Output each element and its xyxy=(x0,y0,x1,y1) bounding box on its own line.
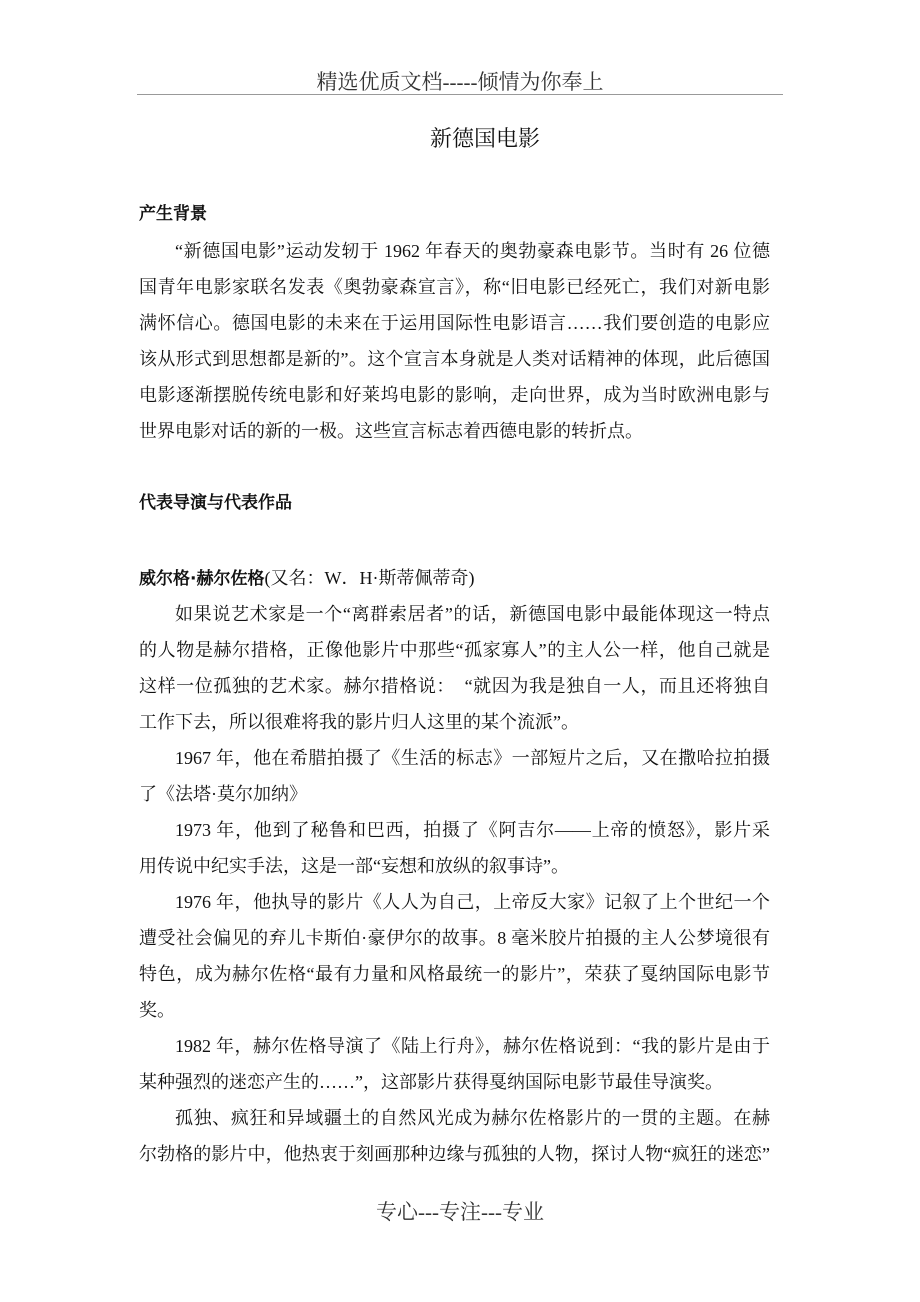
paragraph-line: 该从形式到思想都是新的”。这个宣言本身就是人类对话精神的体现，此后德国 xyxy=(139,349,770,369)
paragraph-line: 了《法塔·莫尔加纳》 xyxy=(139,784,307,804)
header-rule xyxy=(137,94,783,95)
paragraph-line: 的人物是赫尔措格，正像他影片中那些“孤家寡人”的主人公一样，他自己就是 xyxy=(139,640,770,660)
paragraph-line: 奖。 xyxy=(139,1000,175,1020)
section-heading: 代表导演与代表作品 xyxy=(139,493,292,513)
paragraph-line: 某种强烈的迷恋产生的……”，这部影片获得戛纳国际电影节最佳导演奖。 xyxy=(139,1072,723,1092)
page-footer: 专心---专注---专业 xyxy=(376,1200,544,1224)
director-alias: (又名：W．H·斯蒂佩蒂奇) xyxy=(264,568,475,588)
paragraph-line: 特色，成为赫尔佐格“最有力量和风格最统一的影片”，荣获了戛纳国际电影节 xyxy=(139,964,770,984)
paragraph-line: 1973 年，他到了秘鲁和巴西，拍摄了《阿吉尔——上帝的愤怒》，影片采 xyxy=(175,820,770,840)
paragraph-line: 1967 年，他在希腊拍摄了《生活的标志》一部短片之后，又在撒哈拉拍摄 xyxy=(175,748,770,768)
section-heading: 产生背景 xyxy=(139,204,207,224)
paragraph-line: 这样一位孤独的艺术家。赫尔措格说： “就因为我是独自一人，而且还将独自 xyxy=(139,676,770,696)
document-title: 新德国电影 xyxy=(429,126,540,151)
paragraph-line: 电影逐渐摆脱传统电影和好莱坞电影的影响，走向世界，成为当时欧洲电影与 xyxy=(139,385,770,405)
paragraph-line: 遭受社会偏见的弃儿卡斯伯·豪伊尔的故事。8 毫米胶片拍摄的主人公梦境很有 xyxy=(139,928,770,948)
director-name: 威尔格·赫尔佐格 xyxy=(139,569,265,589)
page-header: 精选优质文档-----倾情为你奉上 xyxy=(316,70,604,94)
paragraph-line: 满怀信心。德国电影的未来在于运用国际性电影语言……我们要创造的电影应 xyxy=(139,313,770,333)
paragraph-line: 工作下去，所以很难将我的影片归人这里的某个流派”。 xyxy=(139,712,579,732)
paragraph-line: “新德国电影”运动发轫于 1962 年春天的奥勃豪森电影节。当时有 26 位德 xyxy=(175,241,770,261)
paragraph-line: 孤独、疯狂和异域疆土的自然风光成为赫尔佐格影片的一贯的主题。在赫 xyxy=(175,1108,770,1128)
paragraph-line: 世界电影对话的新的一极。这些宣言标志着西德电影的转折点。 xyxy=(139,421,643,441)
paragraph-line: 尔勃格的影片中，他热衷于刻画那种边缘与孤独的人物，探讨人物“疯狂的迷恋” xyxy=(139,1144,770,1164)
paragraph-line: 如果说艺术家是一个“离群索居者”的话，新德国电影中最能体现这一特点 xyxy=(175,604,770,624)
director-heading xyxy=(139,565,770,591)
paragraph-line: 1982 年，赫尔佐格导演了《陆上行舟》，赫尔佐格说到：“我的影片是由于 xyxy=(175,1036,770,1056)
paragraph-line: 用传说中纪实手法，这是一部“妄想和放纵的叙事诗”。 xyxy=(139,856,569,876)
paragraph-line: 国青年电影家联名发表《奥勃豪森宣言》，称“旧电影已经死亡，我们对新电影 xyxy=(139,277,770,297)
paragraph-line: 1976 年，他执导的影片《人人为自己，上帝反大家》记叙了上个世纪一个 xyxy=(175,892,770,912)
